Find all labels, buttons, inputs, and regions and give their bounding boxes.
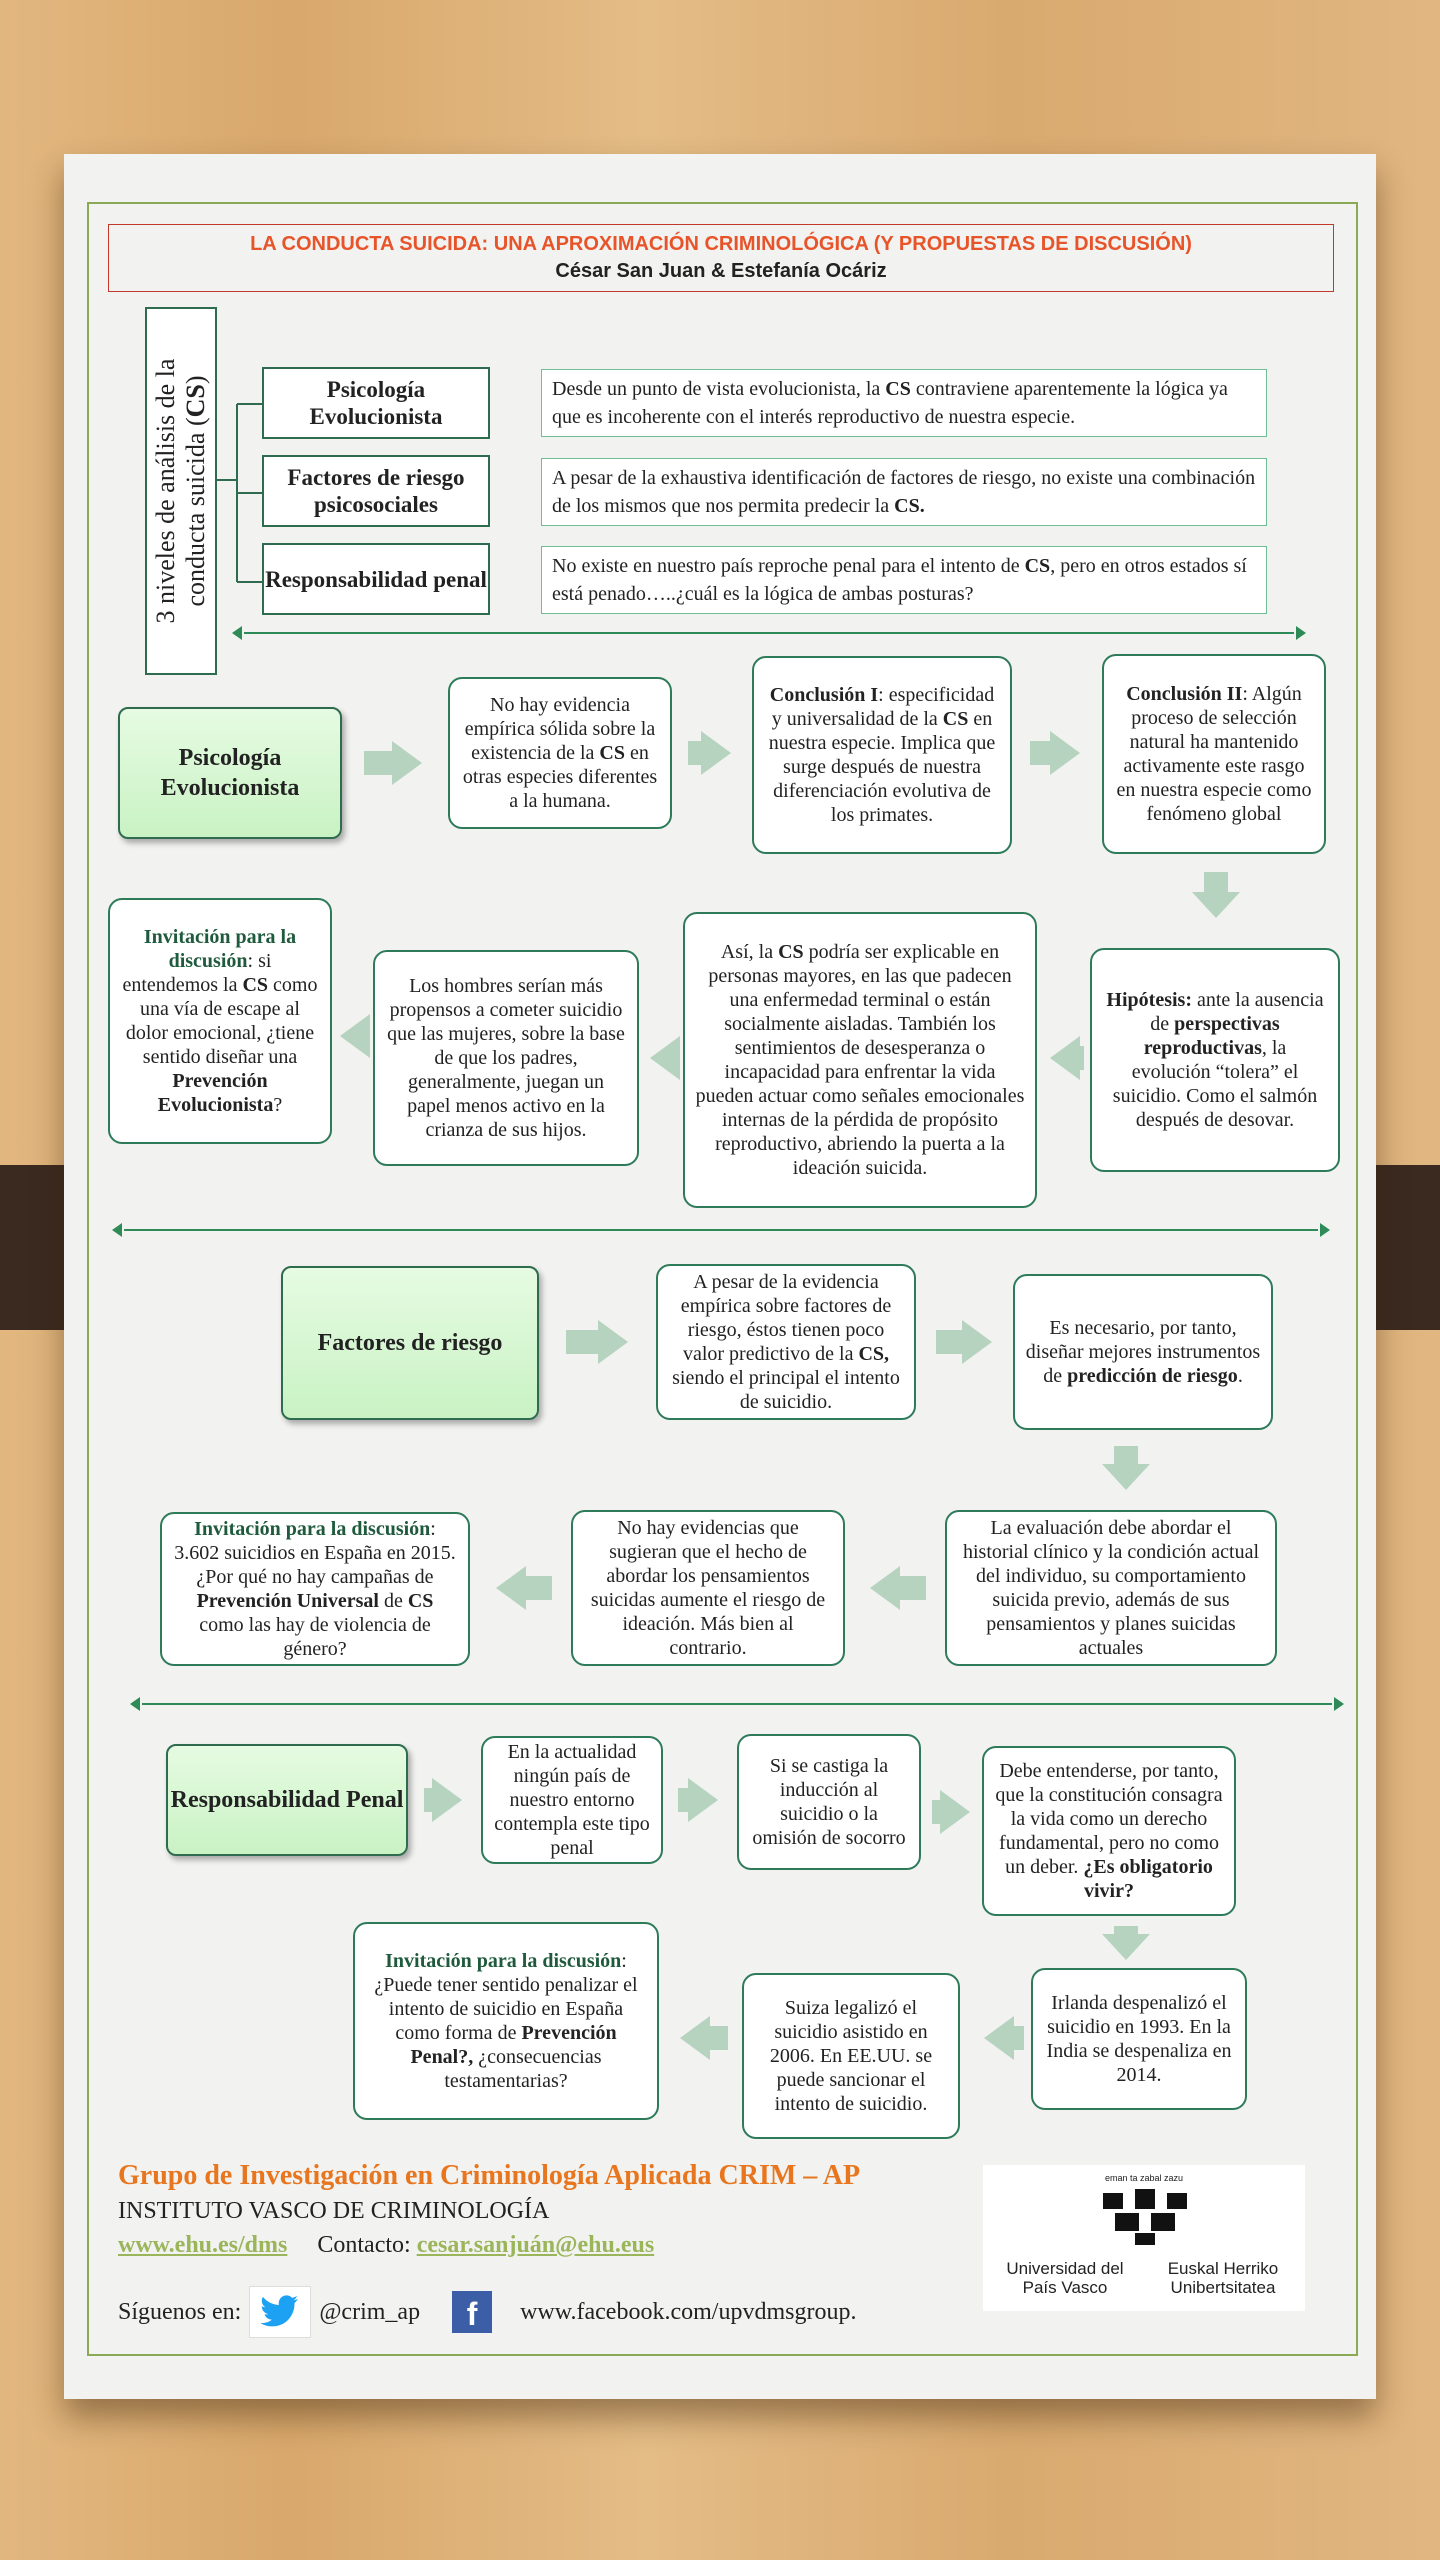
follow-label: Síguenos en: bbox=[118, 2298, 242, 2325]
arrow-left bbox=[1050, 1036, 1080, 1080]
logo-es: Universidad del País Vasco bbox=[1006, 2259, 1124, 2297]
penal-box-5: Suiza legalizó el suicidio asistido en 2006. En EE.UU. se puede sancionar el intento de suicidio. bbox=[742, 1973, 960, 2139]
group-name: Grupo de Investigación en Criminología Aplicada CRIM – AP bbox=[118, 2160, 861, 2191]
contact-label: Contacto: bbox=[317, 2232, 411, 2258]
arrow-right bbox=[701, 731, 731, 775]
authors-text: César San Juan & Estefanía Ocáriz bbox=[555, 260, 887, 282]
arrow-left bbox=[984, 2016, 1014, 2060]
strap-right bbox=[1376, 1165, 1440, 1330]
logo-motto: eman ta zabal zazu bbox=[1104, 2173, 1184, 2183]
penal-discussion: Invitación para la discusión: ¿Puede tener sentido penalizar el intento de suicidio en España como forma de Prevención Penal?, ¿consecuencias testamentarias? bbox=[353, 1922, 659, 2120]
strap-left bbox=[0, 1165, 64, 1330]
evo-section-head: Psicología Evolucionista bbox=[118, 707, 342, 839]
arrow-left bbox=[340, 1014, 370, 1058]
arrow-left bbox=[496, 1566, 526, 1610]
risk-box-2: Es necesario, por tanto, diseñar mejores instrumentos de predicción de riesgo. bbox=[1013, 1274, 1273, 1430]
level-evolutionist-desc: Desde un punto de vista evolucionista, la CS contraviene aparentemente la lógica ya que es incoherente con el interés reproductivo de nuestra especie. bbox=[541, 369, 1267, 437]
arrow-right bbox=[688, 1778, 718, 1822]
divider-2 bbox=[124, 1229, 1318, 1231]
penal-box-4: Irlanda despenalizó el suicidio en 1993. En la India se despenaliza en 2014. bbox=[1031, 1968, 1247, 2110]
twitter-icon[interactable] bbox=[249, 2286, 311, 2338]
arrow-right bbox=[392, 741, 422, 785]
website-link[interactable]: www.ehu.es/dms bbox=[118, 2232, 288, 2258]
arrow-left bbox=[680, 2016, 710, 2060]
risk-section-head: Factores de riesgo bbox=[281, 1266, 539, 1420]
level-risk-desc: A pesar de la exhaustiva identificación de factores de riesgo, no existe una combinación de los mismos que nos permita predecir la CS. bbox=[541, 458, 1267, 526]
penal-box-1: En la actualidad ningún país de nuestro entorno contempla este tipo penal bbox=[481, 1736, 663, 1864]
level-penal: Responsabilidad penal bbox=[262, 543, 490, 615]
arrow-left bbox=[650, 1036, 680, 1080]
penal-box-2: Si se castiga la inducción al suicidio o la omisión de socorro bbox=[737, 1734, 921, 1870]
facebook-url[interactable]: www.facebook.com/upvdmsgroup. bbox=[520, 2298, 857, 2325]
arrow-left bbox=[870, 1566, 900, 1610]
levels-vertical-label bbox=[145, 307, 217, 675]
divider-3 bbox=[142, 1703, 1332, 1705]
penal-box-3: Debe entenderse, por tanto, que la constitución consagra la vida como un derecho fundamental, pero no como un deber. ¿Es obligatorio vivir? bbox=[982, 1746, 1236, 1916]
title-text: LA CONDUCTA SUICIDA: UNA APROXIMACIÓN CRIMINOLÓGICA (Y PROPUESTAS DE DISCUSIÓN) bbox=[250, 233, 1192, 255]
ehu-emblem-icon bbox=[1101, 2187, 1189, 2247]
arrow-down bbox=[1102, 1464, 1150, 1490]
evo-box-3: Conclusión II: Algún proceso de selección natural ha mantenido activamente este rasgo en nuestra especie como fenómeno global bbox=[1102, 654, 1326, 854]
arrow-down bbox=[1102, 1934, 1150, 1960]
evo-discussion: Invitación para la discusión: si entendemos la CS como una vía de escape al dolor emocional, ¿tiene sentido diseñar una Prevención Evolucionista? bbox=[108, 898, 332, 1144]
evo-box-2: Conclusión I: especificidad y universalidad de la CS en nuestra especie. Implica que surge después de nuestra diferenciación evolutiva de los primates. bbox=[752, 656, 1012, 854]
level-risk-factors: Factores de riesgo psicosociales bbox=[262, 455, 490, 527]
twitter-handle[interactable]: @crim_ap bbox=[319, 2298, 421, 2325]
vertical-label-text: 3 niveles de análisis de la conducta suicida (CS) bbox=[151, 358, 210, 624]
arrow-right bbox=[940, 1790, 970, 1834]
level-evolutionist: Psicología Evolucionista bbox=[262, 367, 490, 439]
risk-box-3: La evaluación debe abordar el historial clínico y la condición actual del individuo, su comportamiento suicida previo, además de sus pensamientos y planes suicidas actuales bbox=[945, 1510, 1277, 1666]
social-row bbox=[118, 2286, 856, 2338]
evo-box-4: Hipótesis: ante la ausencia de perspectivas reproductivas, la evolución “tolera” el suicidio. Como el salmón después de desovar. bbox=[1090, 948, 1340, 1172]
logo-eu: Euskal Herriko Unibertsitatea bbox=[1167, 2259, 1279, 2297]
evo-box-6: Los hombres serían más propensos a cometer suicidio que las mujeres, sobre la base de que los padres, generalmente, juegan un papel menos activo en la crianza de sus hijos. bbox=[373, 950, 639, 1166]
contact-line bbox=[118, 2232, 654, 2259]
penal-section-head: Responsabilidad Penal bbox=[166, 1744, 408, 1856]
university-logo bbox=[983, 2165, 1305, 2311]
institute-name: INSTITUTO VASCO DE CRIMINOLOGÍA bbox=[118, 2198, 550, 2224]
level-penal-desc: No existe en nuestro país reproche penal para el intento de CS, pero en otros estados sí está penado…..¿cuál es la lógica de ambas posturas? bbox=[541, 546, 1267, 614]
arrow-down bbox=[1192, 892, 1240, 918]
arrow-right bbox=[962, 1320, 992, 1364]
arrow-right bbox=[432, 1778, 462, 1822]
evo-box-5: Así, la CS podría ser explicable en personas mayores, en las que padecen una enfermedad terminal o están socialmente aisladas. También los sentimientos de desesperanza o incapacidad para enfrentar la vida pueden actuar como señales emocionales internas de la pérdida de propósito reproductivo, abriendo la puerta a la ideación suicida. bbox=[683, 912, 1037, 1208]
levels-connector bbox=[217, 360, 262, 590]
risk-discussion: Invitación para la discusión: 3.602 suicidios en España en 2015. ¿Por qué no hay campañas de Prevención Universal de CS como las hay de violencia de género? bbox=[160, 1512, 470, 1666]
divider-1 bbox=[244, 632, 1294, 634]
arrow-right bbox=[598, 1320, 628, 1364]
risk-box-1: A pesar de la evidencia empírica sobre factores de riesgo, éstos tienen poco valor predictivo de la CS, siendo el principal el intento de suicidio. bbox=[656, 1264, 916, 1420]
poster-title bbox=[108, 224, 1334, 292]
risk-box-4: No hay evidencias que sugieran que el hecho de abordar los pensamientos suicidas aumente el riesgo de ideación. Más bien al contrario. bbox=[571, 1510, 845, 1666]
arrow-right bbox=[1050, 731, 1080, 775]
evo-box-1: No hay evidencia empírica sólida sobre la existencia de la CS en otras especies diferentes a la humana. bbox=[448, 677, 672, 829]
email-link[interactable]: cesar.sanjuán@ehu.eus bbox=[416, 2232, 655, 2258]
facebook-icon[interactable]: f bbox=[452, 2291, 492, 2333]
